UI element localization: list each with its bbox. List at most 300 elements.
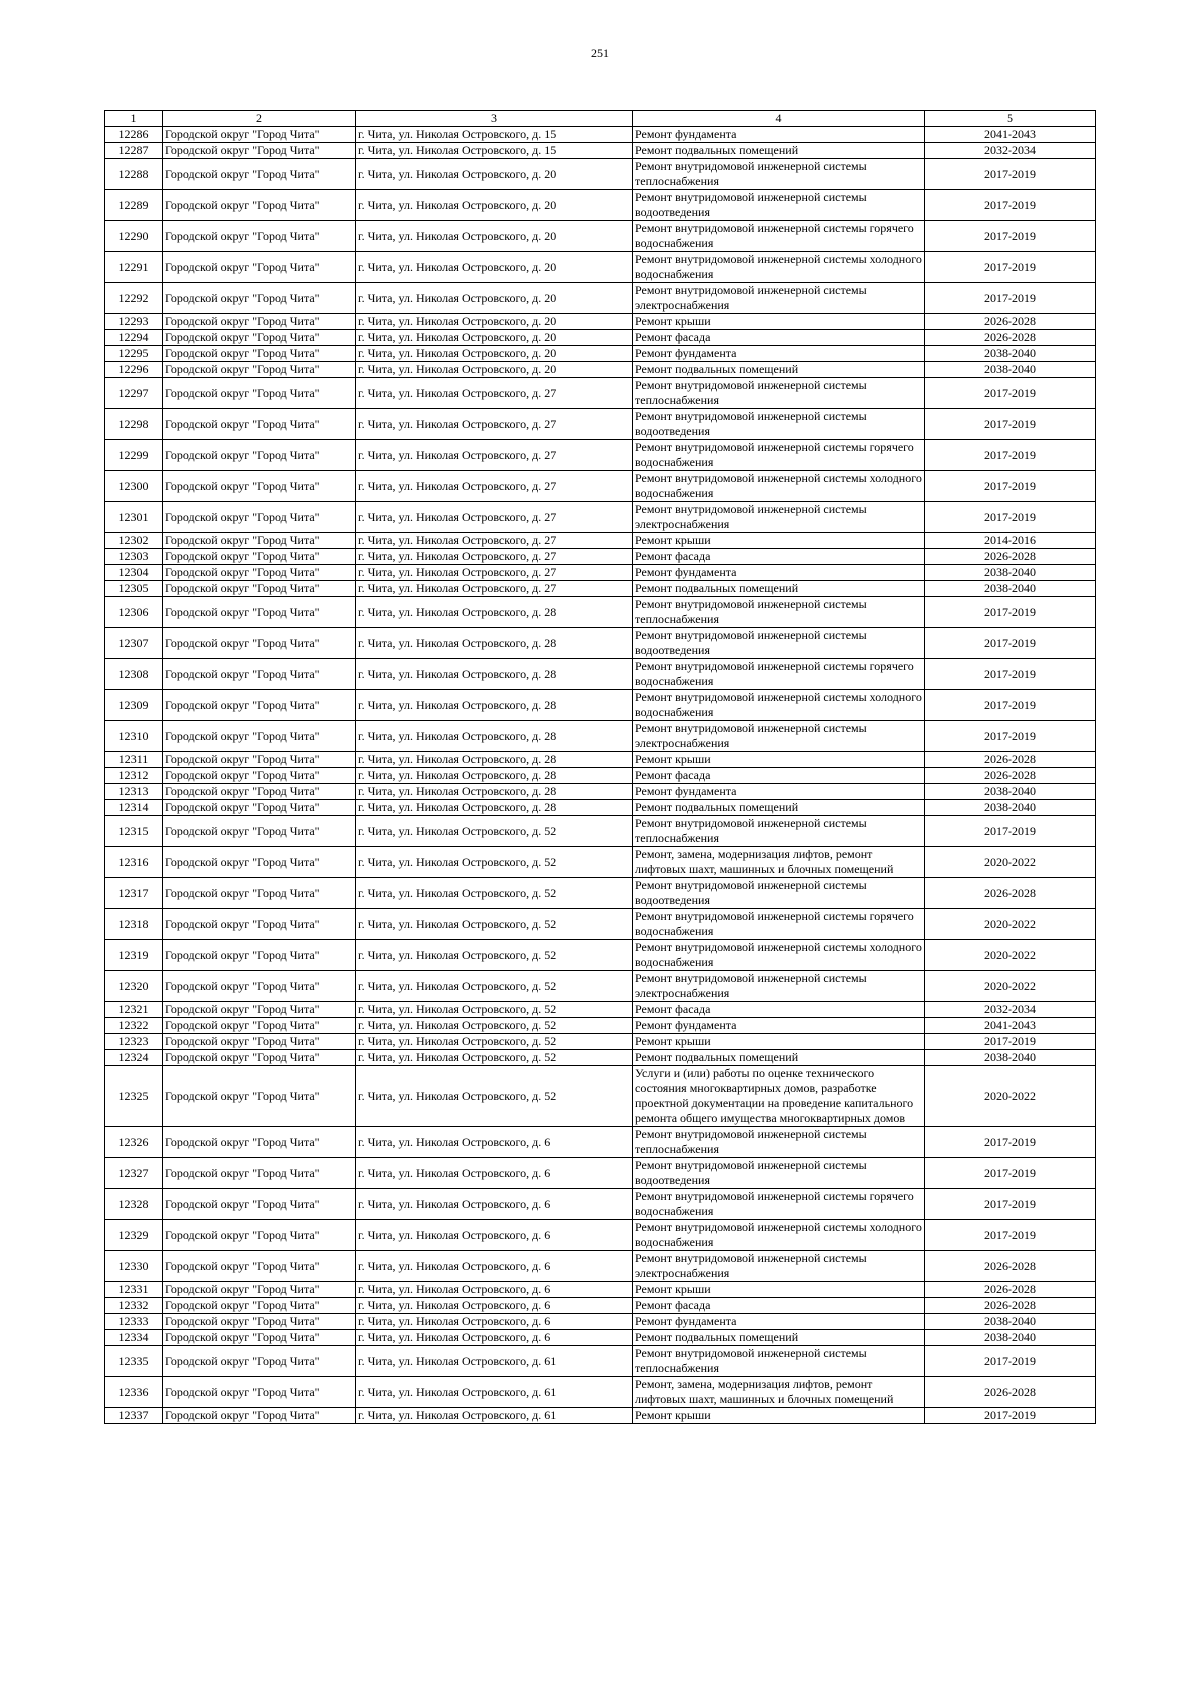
address-cell: г. Чита, ул. Николая Островского, д. 52 bbox=[356, 909, 633, 940]
work-type-cell: Ремонт внутридомовой инженерной системы горячего водоснабжения bbox=[633, 440, 925, 471]
table-row bbox=[105, 1018, 1096, 1034]
row-number-cell: 12326 bbox=[105, 1127, 163, 1158]
period-cell: 2038-2040 bbox=[925, 346, 1096, 362]
municipality-cell: Городской округ "Город Чита" bbox=[163, 565, 356, 581]
table-row bbox=[105, 878, 1096, 909]
period-cell: 2038-2040 bbox=[925, 565, 1096, 581]
period-cell: 2014-2016 bbox=[925, 533, 1096, 549]
municipality-cell: Городской округ "Город Чита" bbox=[163, 1282, 356, 1298]
table-row bbox=[105, 1002, 1096, 1018]
period-cell: 2017-2019 bbox=[925, 1158, 1096, 1189]
municipality-cell: Городской округ "Город Чита" bbox=[163, 252, 356, 283]
work-type-cell: Ремонт фундамента bbox=[633, 346, 925, 362]
work-type-cell: Ремонт подвальных помещений bbox=[633, 1050, 925, 1066]
header-cell-1: 1 bbox=[105, 111, 163, 127]
municipality-cell: Городской округ "Город Чита" bbox=[163, 581, 356, 597]
table-row bbox=[105, 549, 1096, 565]
table-row bbox=[105, 1127, 1096, 1158]
period-cell: 2026-2028 bbox=[925, 549, 1096, 565]
work-type-cell: Ремонт внутридомовой инженерной системы горячего водоснабжения bbox=[633, 1189, 925, 1220]
table-row bbox=[105, 346, 1096, 362]
row-number-cell: 12316 bbox=[105, 847, 163, 878]
municipality-cell: Городской округ "Город Чита" bbox=[163, 190, 356, 221]
row-number-cell: 12287 bbox=[105, 143, 163, 159]
municipality-cell: Городской округ "Город Чита" bbox=[163, 1220, 356, 1251]
work-type-cell: Ремонт внутридомовой инженерной системы горячего водоснабжения bbox=[633, 659, 925, 690]
work-type-cell: Ремонт внутридомовой инженерной системы горячего водоснабжения bbox=[633, 909, 925, 940]
work-type-cell: Ремонт внутридомовой инженерной системы водоотведения bbox=[633, 878, 925, 909]
row-number-cell: 12305 bbox=[105, 581, 163, 597]
row-number-cell: 12313 bbox=[105, 784, 163, 800]
municipality-cell: Городской округ "Город Чита" bbox=[163, 909, 356, 940]
work-type-cell: Ремонт крыши bbox=[633, 1408, 925, 1424]
table-row bbox=[105, 127, 1096, 143]
table-row bbox=[105, 252, 1096, 283]
municipality-cell: Городской округ "Город Чита" bbox=[163, 847, 356, 878]
work-type-cell: Ремонт фундамента bbox=[633, 784, 925, 800]
period-cell: 2017-2019 bbox=[925, 221, 1096, 252]
row-number-cell: 12302 bbox=[105, 533, 163, 549]
period-cell: 2041-2043 bbox=[925, 127, 1096, 143]
table-row bbox=[105, 378, 1096, 409]
row-number-cell: 12325 bbox=[105, 1066, 163, 1127]
municipality-cell: Городской округ "Город Чита" bbox=[163, 533, 356, 549]
municipality-cell: Городской округ "Город Чита" bbox=[163, 1377, 356, 1408]
table-row bbox=[105, 330, 1096, 346]
period-cell: 2032-2034 bbox=[925, 1002, 1096, 1018]
address-cell: г. Чита, ул. Николая Островского, д. 61 bbox=[356, 1377, 633, 1408]
address-cell: г. Чита, ул. Николая Островского, д. 28 bbox=[356, 768, 633, 784]
municipality-cell: Городской округ "Город Чита" bbox=[163, 127, 356, 143]
address-cell: г. Чита, ул. Николая Островского, д. 20 bbox=[356, 159, 633, 190]
period-cell: 2017-2019 bbox=[925, 628, 1096, 659]
address-cell: г. Чита, ул. Николая Островского, д. 52 bbox=[356, 940, 633, 971]
row-number-cell: 12294 bbox=[105, 330, 163, 346]
address-cell: г. Чита, ул. Николая Островского, д. 28 bbox=[356, 800, 633, 816]
address-cell: г. Чита, ул. Николая Островского, д. 52 bbox=[356, 971, 633, 1002]
municipality-cell: Городской округ "Город Чита" bbox=[163, 440, 356, 471]
page-number: 251 bbox=[591, 46, 609, 60]
work-type-cell: Ремонт внутридомовой инженерной системы холодного водоснабжения bbox=[633, 690, 925, 721]
address-cell: г. Чита, ул. Николая Островского, д. 6 bbox=[356, 1330, 633, 1346]
table-row bbox=[105, 816, 1096, 847]
address-cell: г. Чита, ул. Николая Островского, д. 6 bbox=[356, 1282, 633, 1298]
municipality-cell: Городской округ "Город Чита" bbox=[163, 283, 356, 314]
address-cell: г. Чита, ул. Николая Островского, д. 6 bbox=[356, 1127, 633, 1158]
municipality-cell: Городской округ "Город Чита" bbox=[163, 971, 356, 1002]
row-number-cell: 12303 bbox=[105, 549, 163, 565]
table-row bbox=[105, 1158, 1096, 1189]
address-cell: г. Чита, ул. Николая Островского, д. 61 bbox=[356, 1346, 633, 1377]
table-row bbox=[105, 1408, 1096, 1424]
period-cell: 2026-2028 bbox=[925, 1251, 1096, 1282]
address-cell: г. Чита, ул. Николая Островского, д. 20 bbox=[356, 190, 633, 221]
row-number-cell: 12291 bbox=[105, 252, 163, 283]
work-type-cell: Ремонт внутридомовой инженерной системы теплоснабжения bbox=[633, 1346, 925, 1377]
address-cell: г. Чита, ул. Николая Островского, д. 52 bbox=[356, 847, 633, 878]
table-row bbox=[105, 1298, 1096, 1314]
period-cell: 2026-2028 bbox=[925, 752, 1096, 768]
address-cell: г. Чита, ул. Николая Островского, д. 27 bbox=[356, 549, 633, 565]
period-cell: 2017-2019 bbox=[925, 252, 1096, 283]
municipality-cell: Городской округ "Город Чита" bbox=[163, 752, 356, 768]
table-row bbox=[105, 1377, 1096, 1408]
work-type-cell: Ремонт крыши bbox=[633, 533, 925, 549]
work-type-cell: Ремонт крыши bbox=[633, 314, 925, 330]
address-cell: г. Чита, ул. Николая Островского, д. 15 bbox=[356, 127, 633, 143]
table-row bbox=[105, 659, 1096, 690]
table-row bbox=[105, 1220, 1096, 1251]
municipality-cell: Городской округ "Город Чита" bbox=[163, 1314, 356, 1330]
municipality-cell: Городской округ "Город Чита" bbox=[163, 1066, 356, 1127]
address-cell: г. Чита, ул. Николая Островского, д. 28 bbox=[356, 659, 633, 690]
table-row bbox=[105, 581, 1096, 597]
row-number-cell: 12333 bbox=[105, 1314, 163, 1330]
table-row bbox=[105, 1330, 1096, 1346]
period-cell: 2041-2043 bbox=[925, 1018, 1096, 1034]
period-cell: 2026-2028 bbox=[925, 878, 1096, 909]
table-row bbox=[105, 283, 1096, 314]
row-number-cell: 12323 bbox=[105, 1034, 163, 1050]
period-cell: 2017-2019 bbox=[925, 1346, 1096, 1377]
address-cell: г. Чита, ул. Николая Островского, д. 52 bbox=[356, 878, 633, 909]
table-row bbox=[105, 221, 1096, 252]
address-cell: г. Чита, ул. Николая Островского, д. 20 bbox=[356, 314, 633, 330]
address-cell: г. Чита, ул. Николая Островского, д. 28 bbox=[356, 597, 633, 628]
work-type-cell: Ремонт фундамента bbox=[633, 1314, 925, 1330]
table-row bbox=[105, 440, 1096, 471]
address-cell: г. Чита, ул. Николая Островского, д. 15 bbox=[356, 143, 633, 159]
period-cell: 2017-2019 bbox=[925, 1189, 1096, 1220]
header-cell-3: 3 bbox=[356, 111, 633, 127]
address-cell: г. Чита, ул. Николая Островского, д. 27 bbox=[356, 565, 633, 581]
row-number-cell: 12300 bbox=[105, 471, 163, 502]
period-cell: 2017-2019 bbox=[925, 1127, 1096, 1158]
address-cell: г. Чита, ул. Николая Островского, д. 52 bbox=[356, 1018, 633, 1034]
work-type-cell: Ремонт внутридомовой инженерной системы электроснабжения bbox=[633, 502, 925, 533]
address-cell: г. Чита, ул. Николая Островского, д. 61 bbox=[356, 1408, 633, 1424]
period-cell: 2017-2019 bbox=[925, 659, 1096, 690]
work-type-cell: Ремонт крыши bbox=[633, 752, 925, 768]
row-number-cell: 12298 bbox=[105, 409, 163, 440]
table-row bbox=[105, 768, 1096, 784]
municipality-cell: Городской округ "Город Чита" bbox=[163, 1330, 356, 1346]
table-row bbox=[105, 533, 1096, 549]
period-cell: 2017-2019 bbox=[925, 378, 1096, 409]
period-cell: 2026-2028 bbox=[925, 1298, 1096, 1314]
table-row bbox=[105, 362, 1096, 378]
address-cell: г. Чита, ул. Николая Островского, д. 27 bbox=[356, 409, 633, 440]
work-type-cell: Ремонт фасада bbox=[633, 549, 925, 565]
work-type-cell: Ремонт фасада bbox=[633, 1298, 925, 1314]
municipality-cell: Городской округ "Город Чита" bbox=[163, 471, 356, 502]
period-cell: 2032-2034 bbox=[925, 143, 1096, 159]
municipality-cell: Городской округ "Город Чита" bbox=[163, 549, 356, 565]
period-cell: 2026-2028 bbox=[925, 1282, 1096, 1298]
period-cell: 2017-2019 bbox=[925, 1408, 1096, 1424]
municipality-cell: Городской округ "Город Чита" bbox=[163, 800, 356, 816]
row-number-cell: 12286 bbox=[105, 127, 163, 143]
row-number-cell: 12314 bbox=[105, 800, 163, 816]
municipality-cell: Городской округ "Город Чита" bbox=[163, 784, 356, 800]
table-row bbox=[105, 940, 1096, 971]
table-row bbox=[105, 971, 1096, 1002]
row-number-cell: 12288 bbox=[105, 159, 163, 190]
row-number-cell: 12331 bbox=[105, 1282, 163, 1298]
period-cell: 2017-2019 bbox=[925, 409, 1096, 440]
row-number-cell: 12334 bbox=[105, 1330, 163, 1346]
table-row bbox=[105, 143, 1096, 159]
period-cell: 2020-2022 bbox=[925, 1066, 1096, 1127]
address-cell: г. Чита, ул. Николая Островского, д. 6 bbox=[356, 1220, 633, 1251]
table-row bbox=[105, 847, 1096, 878]
address-cell: г. Чита, ул. Николая Островского, д. 27 bbox=[356, 581, 633, 597]
period-cell: 2017-2019 bbox=[925, 721, 1096, 752]
work-type-cell: Ремонт крыши bbox=[633, 1282, 925, 1298]
row-number-cell: 12307 bbox=[105, 628, 163, 659]
municipality-cell: Городской округ "Город Чита" bbox=[163, 346, 356, 362]
period-cell: 2026-2028 bbox=[925, 1377, 1096, 1408]
municipality-cell: Городской округ "Город Чита" bbox=[163, 1034, 356, 1050]
table-row bbox=[105, 628, 1096, 659]
table-row bbox=[105, 1050, 1096, 1066]
period-cell: 2017-2019 bbox=[925, 283, 1096, 314]
row-number-cell: 12308 bbox=[105, 659, 163, 690]
table-row bbox=[105, 314, 1096, 330]
period-cell: 2017-2019 bbox=[925, 502, 1096, 533]
row-number-cell: 12324 bbox=[105, 1050, 163, 1066]
period-cell: 2020-2022 bbox=[925, 909, 1096, 940]
table-row bbox=[105, 1066, 1096, 1127]
period-cell: 2017-2019 bbox=[925, 816, 1096, 847]
municipality-cell: Городской округ "Город Чита" bbox=[163, 143, 356, 159]
row-number-cell: 12290 bbox=[105, 221, 163, 252]
address-cell: г. Чита, ул. Николая Островского, д. 6 bbox=[356, 1251, 633, 1282]
municipality-cell: Городской округ "Город Чита" bbox=[163, 690, 356, 721]
row-number-cell: 12289 bbox=[105, 190, 163, 221]
address-cell: г. Чита, ул. Николая Островского, д. 20 bbox=[356, 346, 633, 362]
row-number-cell: 12295 bbox=[105, 346, 163, 362]
table-row bbox=[105, 752, 1096, 768]
municipality-cell: Городской округ "Город Чита" bbox=[163, 378, 356, 409]
work-type-cell: Ремонт, замена, модернизация лифтов, ремонт лифтовых шахт, машинных и блочных помещений bbox=[633, 847, 925, 878]
period-cell: 2020-2022 bbox=[925, 971, 1096, 1002]
work-type-cell: Ремонт фасада bbox=[633, 1002, 925, 1018]
period-cell: 2017-2019 bbox=[925, 1034, 1096, 1050]
table-row bbox=[105, 1251, 1096, 1282]
address-cell: г. Чита, ул. Николая Островского, д. 28 bbox=[356, 628, 633, 659]
row-number-cell: 12306 bbox=[105, 597, 163, 628]
municipality-cell: Городской округ "Город Чита" bbox=[163, 159, 356, 190]
municipality-cell: Городской округ "Город Чита" bbox=[163, 768, 356, 784]
address-cell: г. Чита, ул. Николая Островского, д. 20 bbox=[356, 330, 633, 346]
table-row bbox=[105, 597, 1096, 628]
row-number-cell: 12319 bbox=[105, 940, 163, 971]
work-type-cell: Ремонт внутридомовой инженерной системы электроснабжения bbox=[633, 721, 925, 752]
period-cell: 2026-2028 bbox=[925, 768, 1096, 784]
table-row bbox=[105, 159, 1096, 190]
work-type-cell: Ремонт внутридомовой инженерной системы теплоснабжения bbox=[633, 816, 925, 847]
period-cell: 2038-2040 bbox=[925, 784, 1096, 800]
work-type-cell: Ремонт внутридомовой инженерной системы электроснабжения bbox=[633, 971, 925, 1002]
work-type-cell: Ремонт внутридомовой инженерной системы холодного водоснабжения bbox=[633, 940, 925, 971]
address-cell: г. Чита, ул. Николая Островского, д. 27 bbox=[356, 502, 633, 533]
address-cell: г. Чита, ул. Николая Островского, д. 52 bbox=[356, 1002, 633, 1018]
period-cell: 2017-2019 bbox=[925, 597, 1096, 628]
period-cell: 2017-2019 bbox=[925, 471, 1096, 502]
table-row bbox=[105, 1189, 1096, 1220]
address-cell: г. Чита, ул. Николая Островского, д. 28 bbox=[356, 752, 633, 768]
period-cell: 2017-2019 bbox=[925, 159, 1096, 190]
address-cell: г. Чита, ул. Николая Островского, д. 52 bbox=[356, 816, 633, 847]
period-cell: 2017-2019 bbox=[925, 690, 1096, 721]
work-type-cell: Ремонт внутридомовой инженерной системы горячего водоснабжения bbox=[633, 221, 925, 252]
table-row bbox=[105, 1314, 1096, 1330]
address-cell: г. Чита, ул. Николая Островского, д. 28 bbox=[356, 784, 633, 800]
table-row bbox=[105, 784, 1096, 800]
header-cell-2: 2 bbox=[163, 111, 356, 127]
row-number-cell: 12328 bbox=[105, 1189, 163, 1220]
municipality-cell: Городской округ "Город Чита" bbox=[163, 878, 356, 909]
table-body bbox=[105, 127, 1096, 1424]
work-type-cell: Ремонт подвальных помещений bbox=[633, 581, 925, 597]
address-cell: г. Чита, ул. Николая Островского, д. 20 bbox=[356, 221, 633, 252]
work-type-cell: Ремонт внутридомовой инженерной системы электроснабжения bbox=[633, 283, 925, 314]
address-cell: г. Чита, ул. Николая Островского, д. 52 bbox=[356, 1034, 633, 1050]
work-type-cell: Услуги и (или) работы по оценке технического состояния многоквартирных домов, разработке проектной документации на проведение капитального ремонта общего имущества многоквартирных домов bbox=[633, 1066, 925, 1127]
municipality-cell: Городской округ "Город Чита" bbox=[163, 221, 356, 252]
municipality-cell: Городской округ "Город Чита" bbox=[163, 816, 356, 847]
period-cell: 2020-2022 bbox=[925, 847, 1096, 878]
period-cell: 2038-2040 bbox=[925, 800, 1096, 816]
row-number-cell: 12317 bbox=[105, 878, 163, 909]
header-cell-4: 4 bbox=[633, 111, 925, 127]
work-type-cell: Ремонт внутридомовой инженерной системы теплоснабжения bbox=[633, 597, 925, 628]
work-type-cell: Ремонт, замена, модернизация лифтов, ремонт лифтовых шахт, машинных и блочных помещений bbox=[633, 1377, 925, 1408]
municipality-cell: Городской округ "Город Чита" bbox=[163, 1002, 356, 1018]
work-type-cell: Ремонт подвальных помещений bbox=[633, 143, 925, 159]
period-cell: 2038-2040 bbox=[925, 1050, 1096, 1066]
row-number-cell: 12321 bbox=[105, 1002, 163, 1018]
table-row bbox=[105, 190, 1096, 221]
row-number-cell: 12309 bbox=[105, 690, 163, 721]
municipality-cell: Городской округ "Город Чита" bbox=[163, 362, 356, 378]
row-number-cell: 12296 bbox=[105, 362, 163, 378]
municipality-cell: Городской округ "Город Чита" bbox=[163, 628, 356, 659]
municipality-cell: Городской округ "Город Чита" bbox=[163, 1251, 356, 1282]
row-number-cell: 12301 bbox=[105, 502, 163, 533]
municipality-cell: Городской округ "Город Чита" bbox=[163, 1018, 356, 1034]
municipality-cell: Городской округ "Город Чита" bbox=[163, 330, 356, 346]
row-number-cell: 12299 bbox=[105, 440, 163, 471]
municipality-cell: Городской округ "Город Чита" bbox=[163, 1298, 356, 1314]
row-number-cell: 12322 bbox=[105, 1018, 163, 1034]
row-number-cell: 12330 bbox=[105, 1251, 163, 1282]
work-type-cell: Ремонт внутридомовой инженерной системы холодного водоснабжения bbox=[633, 471, 925, 502]
period-cell: 2017-2019 bbox=[925, 1220, 1096, 1251]
table-row bbox=[105, 471, 1096, 502]
row-number-cell: 12332 bbox=[105, 1298, 163, 1314]
table-row bbox=[105, 690, 1096, 721]
period-cell: 2038-2040 bbox=[925, 581, 1096, 597]
address-cell: г. Чита, ул. Николая Островского, д. 52 bbox=[356, 1050, 633, 1066]
work-type-cell: Ремонт внутридомовой инженерной системы теплоснабжения bbox=[633, 378, 925, 409]
municipality-cell: Городской округ "Город Чита" bbox=[163, 1408, 356, 1424]
period-cell: 2020-2022 bbox=[925, 940, 1096, 971]
address-cell: г. Чита, ул. Николая Островского, д. 28 bbox=[356, 721, 633, 752]
work-type-cell: Ремонт внутридомовой инженерной системы водоотведения bbox=[633, 1158, 925, 1189]
municipality-cell: Городской округ "Город Чита" bbox=[163, 1189, 356, 1220]
address-cell: г. Чита, ул. Николая Островского, д. 27 bbox=[356, 533, 633, 549]
period-cell: 2038-2040 bbox=[925, 1314, 1096, 1330]
municipality-cell: Городской округ "Город Чита" bbox=[163, 1127, 356, 1158]
table-row bbox=[105, 1346, 1096, 1377]
work-type-cell: Ремонт фундамента bbox=[633, 1018, 925, 1034]
row-number-cell: 12335 bbox=[105, 1346, 163, 1377]
row-number-cell: 12329 bbox=[105, 1220, 163, 1251]
row-number-cell: 12337 bbox=[105, 1408, 163, 1424]
address-cell: г. Чита, ул. Николая Островского, д. 20 bbox=[356, 252, 633, 283]
address-cell: г. Чита, ул. Николая Островского, д. 6 bbox=[356, 1158, 633, 1189]
work-type-cell: Ремонт внутридомовой инженерной системы холодного водоснабжения bbox=[633, 1220, 925, 1251]
work-type-cell: Ремонт внутридомовой инженерной системы водоотведения bbox=[633, 409, 925, 440]
row-number-cell: 12297 bbox=[105, 378, 163, 409]
period-cell: 2026-2028 bbox=[925, 330, 1096, 346]
municipality-cell: Городской округ "Город Чита" bbox=[163, 1158, 356, 1189]
table-row bbox=[105, 909, 1096, 940]
period-cell: 2038-2040 bbox=[925, 1330, 1096, 1346]
period-cell: 2026-2028 bbox=[925, 314, 1096, 330]
header-row bbox=[105, 111, 1096, 127]
work-type-cell: Ремонт фасада bbox=[633, 768, 925, 784]
work-type-cell: Ремонт фасада bbox=[633, 330, 925, 346]
municipality-cell: Городской округ "Город Чита" bbox=[163, 1346, 356, 1377]
table-row bbox=[105, 502, 1096, 533]
municipality-cell: Городской округ "Город Чита" bbox=[163, 659, 356, 690]
address-cell: г. Чита, ул. Николая Островского, д. 27 bbox=[356, 440, 633, 471]
row-number-cell: 12315 bbox=[105, 816, 163, 847]
row-number-cell: 12310 bbox=[105, 721, 163, 752]
table-row bbox=[105, 409, 1096, 440]
period-cell: 2017-2019 bbox=[925, 440, 1096, 471]
address-cell: г. Чита, ул. Николая Островского, д. 27 bbox=[356, 378, 633, 409]
municipality-cell: Городской округ "Город Чита" bbox=[163, 940, 356, 971]
work-type-cell: Ремонт внутридомовой инженерной системы теплоснабжения bbox=[633, 159, 925, 190]
work-type-cell: Ремонт внутридомовой инженерной системы электроснабжения bbox=[633, 1251, 925, 1282]
period-cell: 2017-2019 bbox=[925, 190, 1096, 221]
period-cell: 2038-2040 bbox=[925, 362, 1096, 378]
row-number-cell: 12318 bbox=[105, 909, 163, 940]
address-cell: г. Чита, ул. Николая Островского, д. 6 bbox=[356, 1314, 633, 1330]
table-row bbox=[105, 721, 1096, 752]
work-type-cell: Ремонт подвальных помещений bbox=[633, 362, 925, 378]
row-number-cell: 12327 bbox=[105, 1158, 163, 1189]
address-cell: г. Чита, ул. Николая Островского, д. 27 bbox=[356, 471, 633, 502]
work-type-cell: Ремонт внутридомовой инженерной системы холодного водоснабжения bbox=[633, 252, 925, 283]
work-type-cell: Ремонт крыши bbox=[633, 1034, 925, 1050]
work-type-cell: Ремонт фундамента bbox=[633, 565, 925, 581]
municipality-cell: Городской округ "Город Чита" bbox=[163, 597, 356, 628]
row-number-cell: 12312 bbox=[105, 768, 163, 784]
table-row bbox=[105, 1282, 1096, 1298]
municipality-cell: Городской округ "Город Чита" bbox=[163, 721, 356, 752]
address-cell: г. Чита, ул. Николая Островского, д. 6 bbox=[356, 1298, 633, 1314]
work-type-cell: Ремонт внутридомовой инженерной системы теплоснабжения bbox=[633, 1127, 925, 1158]
work-type-cell: Ремонт внутридомовой инженерной системы водоотведения bbox=[633, 628, 925, 659]
work-type-cell: Ремонт подвальных помещений bbox=[633, 1330, 925, 1346]
address-cell: г. Чита, ул. Николая Островского, д. 6 bbox=[356, 1189, 633, 1220]
work-type-cell: Ремонт фундамента bbox=[633, 127, 925, 143]
